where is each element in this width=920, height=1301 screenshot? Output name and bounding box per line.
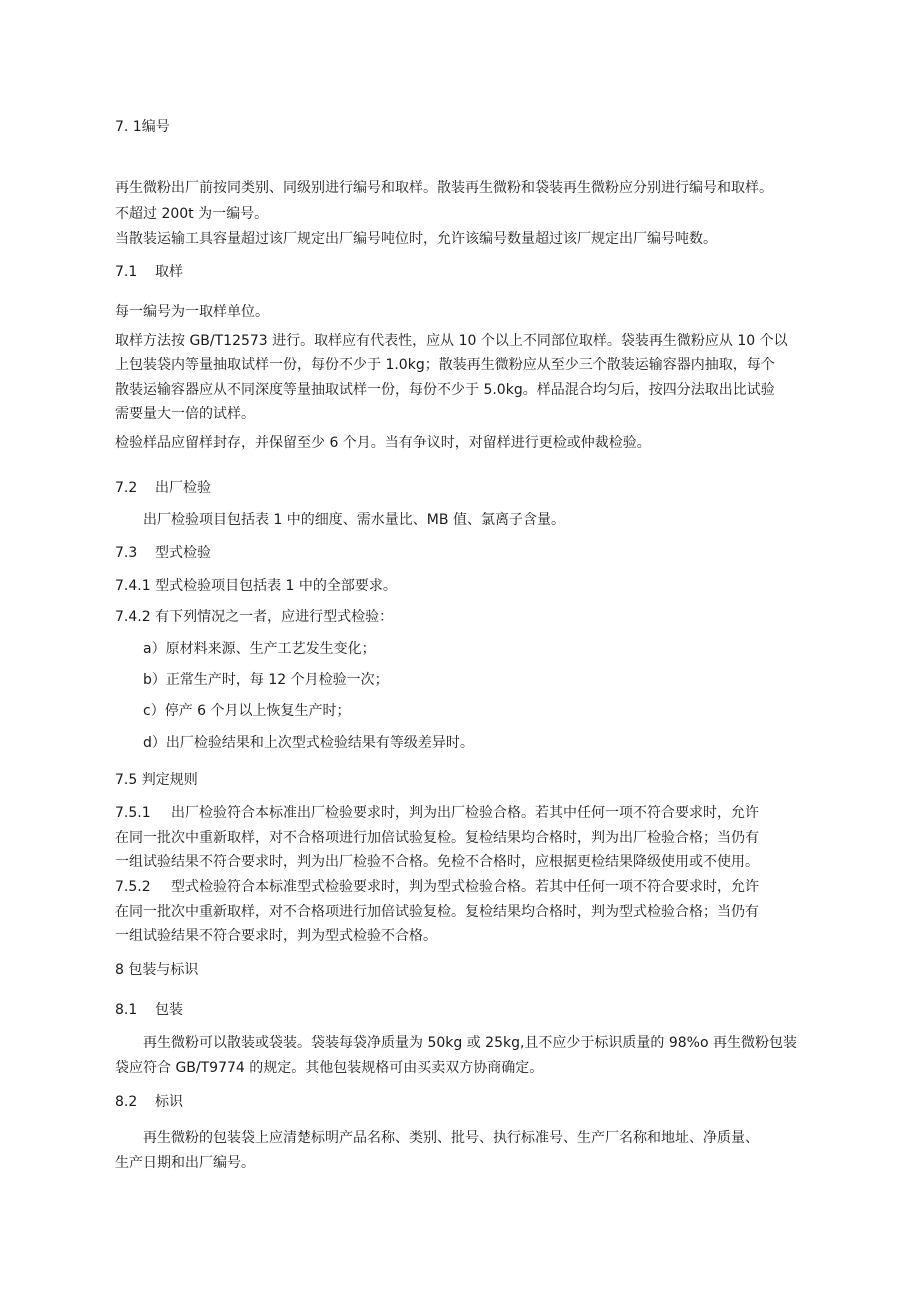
section-8-heading: 8 包装与标识 <box>115 962 199 978</box>
clause-text: 型式检验符合本标准型式检验要求时，判为型式检验合格。若其中任何一项不符合要求时，允许 <box>171 879 759 895</box>
paragraph-line: 一组试验结果不符合要求时，判为型式检验不合格。 <box>115 928 437 944</box>
section-7-3-heading <box>115 543 211 563</box>
section-7-5-heading: 7.5 判定规则 <box>115 772 198 788</box>
paragraph-line: 在同一批次中重新取样，对不合格项进行加倍试验复检。复检结果均合格时，判为型式检验合格；当仍有 <box>115 904 759 920</box>
paragraph-line: 在同一批次中重新取样，对不合格项进行加倍试验复检。复检结果均合格时，判为出厂检验合格；当仍有 <box>115 830 759 846</box>
section-number: 7.2 <box>115 480 138 496</box>
clause-7-4-2: 7.4.2 有下列情况之一者，应进行型式检验： <box>115 609 394 625</box>
clause-text: 出厂检验符合本标准出厂检验要求时，判为出厂检验合格。若其中任何一项不符合要求时，允许 <box>171 805 759 821</box>
paragraph-line: 每一编号为一取样单位。 <box>115 304 269 320</box>
paragraph-line: 袋应符合 GB/T9774 的规定。其他包装规格可由买卖双方协商确定。 <box>115 1060 544 1076</box>
paragraph-line <box>115 803 759 823</box>
clause-number: 7.5.1 <box>115 805 151 821</box>
section-title: 出厂检验 <box>155 480 211 496</box>
section-title: 取样 <box>155 264 183 280</box>
section-title: 标识 <box>155 1094 183 1110</box>
section-7-2-heading <box>115 478 211 498</box>
paragraph-line: 需要量大一倍的试样。 <box>115 406 255 422</box>
section-7-1-sampling-heading <box>115 262 183 282</box>
section-number: 8.2 <box>115 1094 138 1110</box>
paragraph-line: 一组试验结果不符合要求时，判为出厂检验不合格。免检不合格时，应根据更检结果降级使用或不使用。 <box>115 854 759 870</box>
section-7-1-heading: 7. 1编号 <box>115 119 170 135</box>
paragraph-line: 再生微粉的包装袋上应清楚标明产品名称、类别、批号、执行标准号、生产厂名称和地址、净质量、 <box>143 1130 759 1146</box>
paragraph-line: 出厂检验项目包括表 1 中的细度、需水量比、MB 值、氯离子含量。 <box>143 512 565 528</box>
paragraph-line: 散装运输容器应从不同深度等量抽取试样一份，每份不少于 5.0kg。样品混合均匀后，按四分法取出比试验 <box>115 382 775 398</box>
section-title: 型式检验 <box>155 545 211 561</box>
section-number: 8.1 <box>115 1002 138 1018</box>
paragraph-line: 再生微粉可以散装或袋装。袋装每袋净质量为 50kg 或 25kg,且不应少于标识质量的 98%o 再生微粉包装 <box>143 1035 797 1051</box>
list-item: d）出厂检验结果和上次型式检验结果有等级差异时。 <box>143 735 474 751</box>
clause-number: 7.5.2 <box>115 879 151 895</box>
paragraph-line: 当散装运输工具容量超过该厂规定出厂编号吨位时，允许该编号数量超过该厂规定出厂编号吨数。 <box>115 231 717 247</box>
section-number: 7.1 <box>115 264 138 280</box>
section-8-1-heading <box>115 1000 183 1020</box>
section-number: 7.3 <box>115 545 138 561</box>
paragraph-line: 取样方法按 GB/T12573 进行。取样应有代表性，应从 10 个以上不同部位取样。袋装再生微粉应从 10 个以 <box>115 333 788 349</box>
list-item: a）原材料来源、生产工艺发生变化； <box>143 641 376 657</box>
section-title: 包装 <box>155 1002 183 1018</box>
paragraph-line: 再生微粉出厂前按同类别、同级别进行编号和取样。散装再生微粉和袋装再生微粉应分别进行编号和取样。 <box>115 180 773 196</box>
clause-7-4-1: 7.4.1 型式检验项目包括表 1 中的全部要求。 <box>115 578 397 594</box>
paragraph-line: 检验样品应留样封存，并保留至少 6 个月。当有争议时，对留样进行更检或仲裁检验。 <box>115 435 651 451</box>
paragraph-line: 生产日期和出厂编号。 <box>115 1155 255 1171</box>
list-item: c）停产 6 个月以上恢复生产时； <box>143 703 351 719</box>
list-item: b）正常生产时，每 12 个月检验一次； <box>143 672 389 688</box>
section-8-2-heading <box>115 1092 183 1112</box>
paragraph-line: 不超过 200t 为一编号。 <box>115 206 269 222</box>
paragraph-line <box>115 877 759 897</box>
paragraph-line: 上包装袋内等量抽取试样一份，每份不少于 1.0kg；散装再生微粉应从至少三个散装运输容器内抽取，每个 <box>115 357 775 373</box>
